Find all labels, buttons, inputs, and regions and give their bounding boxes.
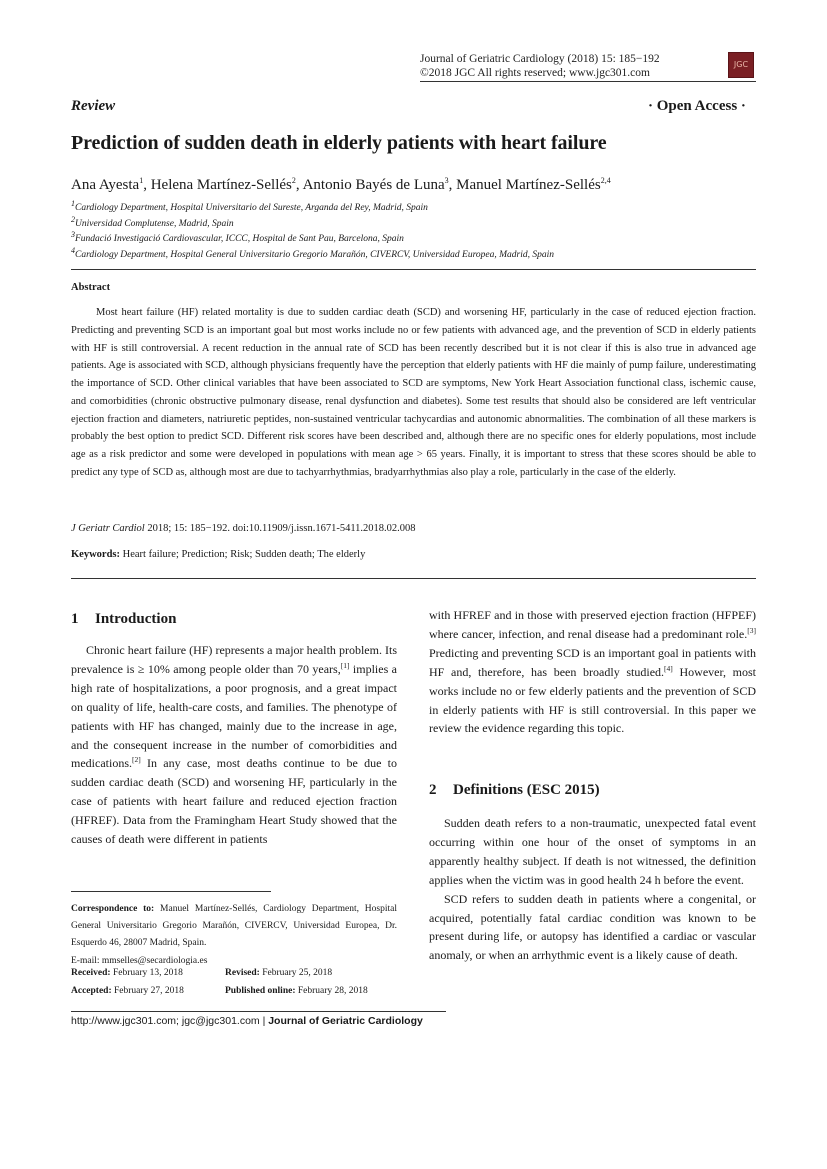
author-name: Manuel Martínez-Sellés: [456, 177, 601, 193]
email: E-mail: mmselles@secardiologia.es: [71, 955, 208, 966]
journal-reference: Journal of Geriatric Cardiology (2018) 15: 185−192: [420, 53, 660, 65]
author-sup: 2,4: [600, 176, 611, 185]
reference-2[interactable]: [2]: [131, 755, 141, 765]
affiliation: $^4$Cardiology Department, Hospital General Universitario Gregorio Marañón, CIVERCV, Universidad Europea, Madrid, Spain: [71, 245, 555, 260]
paragraph: SCD refers to sudden death in patients where a congenital, or acquired, potentially fatal cardiac condition was known to be present during life, or autopsy has identified a cardiac or vascular anomaly, or when an arrhythmic event is a likely cause of death.: [429, 891, 756, 963]
section-heading-introduction: 1 Introduction: [71, 611, 177, 627]
footer-journal: Journal of Geriatric Cardiology: [268, 1015, 423, 1027]
affiliation: $^3$Fundació Investigació Cardiovascular, ICCC, Hospital de Sant Pau, Barcelona, Spain: [71, 230, 404, 245]
keywords: Keywords: Heart failure; Prediction; Risk; Sudden death; The elderly: [71, 549, 366, 560]
article-title: Prediction of sudden death in elderly patients with heart failure: [71, 132, 607, 154]
author-name: Ana Ayesta: [71, 177, 140, 193]
footer-links[interactable]: http://www.jgc301.com; jgc@jgc301.com |: [71, 1015, 269, 1027]
journal-logo: [728, 52, 754, 78]
definitions-text: [429, 814, 756, 965]
dates-row-2: Accepted: February 27, 2018 Published online: February 28, 2018: [71, 986, 368, 996]
journal-logo-text: JGC: [733, 60, 749, 69]
correspondence: Correspondence to: Manuel Martínez-Sellés, Cardiology Department, Hospital General Universitario Gregorio Marañón, CIVERCV, Universidad Europea, Dr. Esquerdo 46, 28007 Madrid, Spain. E-mail: mmselles@secardiologia.es: [71, 901, 397, 970]
dates-row-1: Received: February 13, 2018 Revised: February 25, 2018: [71, 968, 333, 978]
header-rule: [420, 81, 756, 82]
abstract-heading: Abstract: [71, 282, 111, 293]
affiliation: $^1$Cardiology Department, Hospital Universitario del Sureste, Arganda del Rey, Madrid, Spain: [71, 198, 428, 213]
paragraph: Chronic heart failure (HF) represents a major health problem. Its prevalence is ≥ 10% among people older than 70 years,[1] implies a high rate of hospitalizations, a poor prognosis, and a great impact on quality of life, health-care costs, and families. The phenotype of patients with HF has changed, mainly due to the increase in age, and the consequent increase in the number of comorbidities and medications.[2] In any case, most deaths continue to be due to sudden cardiac death (SCD) and worsening HF, particularly in the case of patients with heart failure and reduced ejection fraction (HFREF). Data from the Framingham Heart Study showed that the causes of death were different in patients: [71, 643, 397, 847]
affiliation: $^2$Universidad Complutense, Madrid, Spain: [71, 214, 234, 229]
affiliations: [71, 198, 761, 263]
open-access-label: · Open Access ·: [648, 98, 746, 114]
author-sup: 3: [444, 176, 449, 185]
author-name: Antonio Bayés de Luna: [302, 177, 445, 193]
citation: J Geriatr Cardiol 2018; 15: 185−192. doi:10.11909/j.issn.1671-5411.2018.02.008: [71, 523, 416, 534]
intro-column-right: [429, 606, 756, 738]
author-name: Helena Martínez-Sellés: [150, 177, 292, 193]
page-footer: [71, 1015, 423, 1027]
author-sup: 2: [291, 176, 296, 185]
intro-column-left: [71, 641, 397, 849]
reference-3[interactable]: [3]: [747, 625, 756, 635]
article-type: Review: [71, 98, 116, 114]
paragraph: with HFREF and in those with preserved ejection fraction (HFPEF) where cancer, infection, and renal disease had a predominant role.[3] Predicting and preventing SCD is an important goal in patients with HF and, therefore, has been broadly studied.[4] However, most works include no or few elderly patients and the prevention of SCD in elderly patients with HF is still controversial. In this paper we review the evidence regarding this topic.: [429, 608, 757, 736]
reference-1[interactable]: [1]: [340, 660, 350, 670]
title-rule: [71, 269, 756, 270]
paragraph: Sudden death refers to a non-traumatic, unexpected fatal event occurring within one hour of the onset of symptoms in an apparently healthy subject. If death is not witnessed, the definition applies when the victim was in good health 24 h before the event.: [429, 816, 756, 887]
abstract-rule: [71, 578, 756, 579]
reference-4[interactable]: [4]: [664, 663, 673, 673]
author-sup: 1: [139, 176, 144, 185]
author-list: Ana Ayesta$^1$, Helena Martínez-Sellés$^2$, Antonio Bayés de Luna$^3$, Manuel Martínez-Sellés$^{2,4}$: [71, 176, 611, 193]
copyright-line: ©2018 JGC All rights reserved; www.jgc301.com: [420, 67, 650, 79]
section-heading-definitions: 2 Definitions (ESC 2015): [429, 782, 600, 798]
footer-rule: [71, 1011, 446, 1012]
footnote-rule: [71, 891, 271, 892]
abstract-body: Most heart failure (HF) related mortality is due to sudden cardiac death (SCD) and worsening HF, particularly in the case of reduced ejection fraction. Predicting and preventing SCD is an important goal but most works include no or few patients with advanced age, and the prevention of SCD in elderly patients with HF is still controversial. A recent reduction in the annual rate of SCD has been recently described but it is not clear if this is also true in advanced age patients. Age is associated with SCD, although physicians frequently have the perception that elderly patients with HF die mainly of pump failure, underestimating the importance of SCD. Other clinical variables that have been associated to SCD are symptoms, New York Heart Association functional class, ischemic cause, and comorbidities (chronic obstructive pulmonary disease, renal dysfunction and diabetes). Some test results that should also be considered are left ventricular ejection fraction and diameters, natriuretic peptides, non-sustained ventricular tachycardias and autonomic abnormalities. The combination of all these markers is probably the best option to predict SCD. Different risk scores have been described and, although there are no specific ones for elderly populations, most include age as a risk predictor and some were developed in populations with mean age > 65 years. Finally, it is important to stress that these scores should be able to predict any type of SCD as, although most are due to tachyarrhythmias, bradyarrhythmias also play a role, particularly in the case of the elderly.: [71, 307, 756, 478]
